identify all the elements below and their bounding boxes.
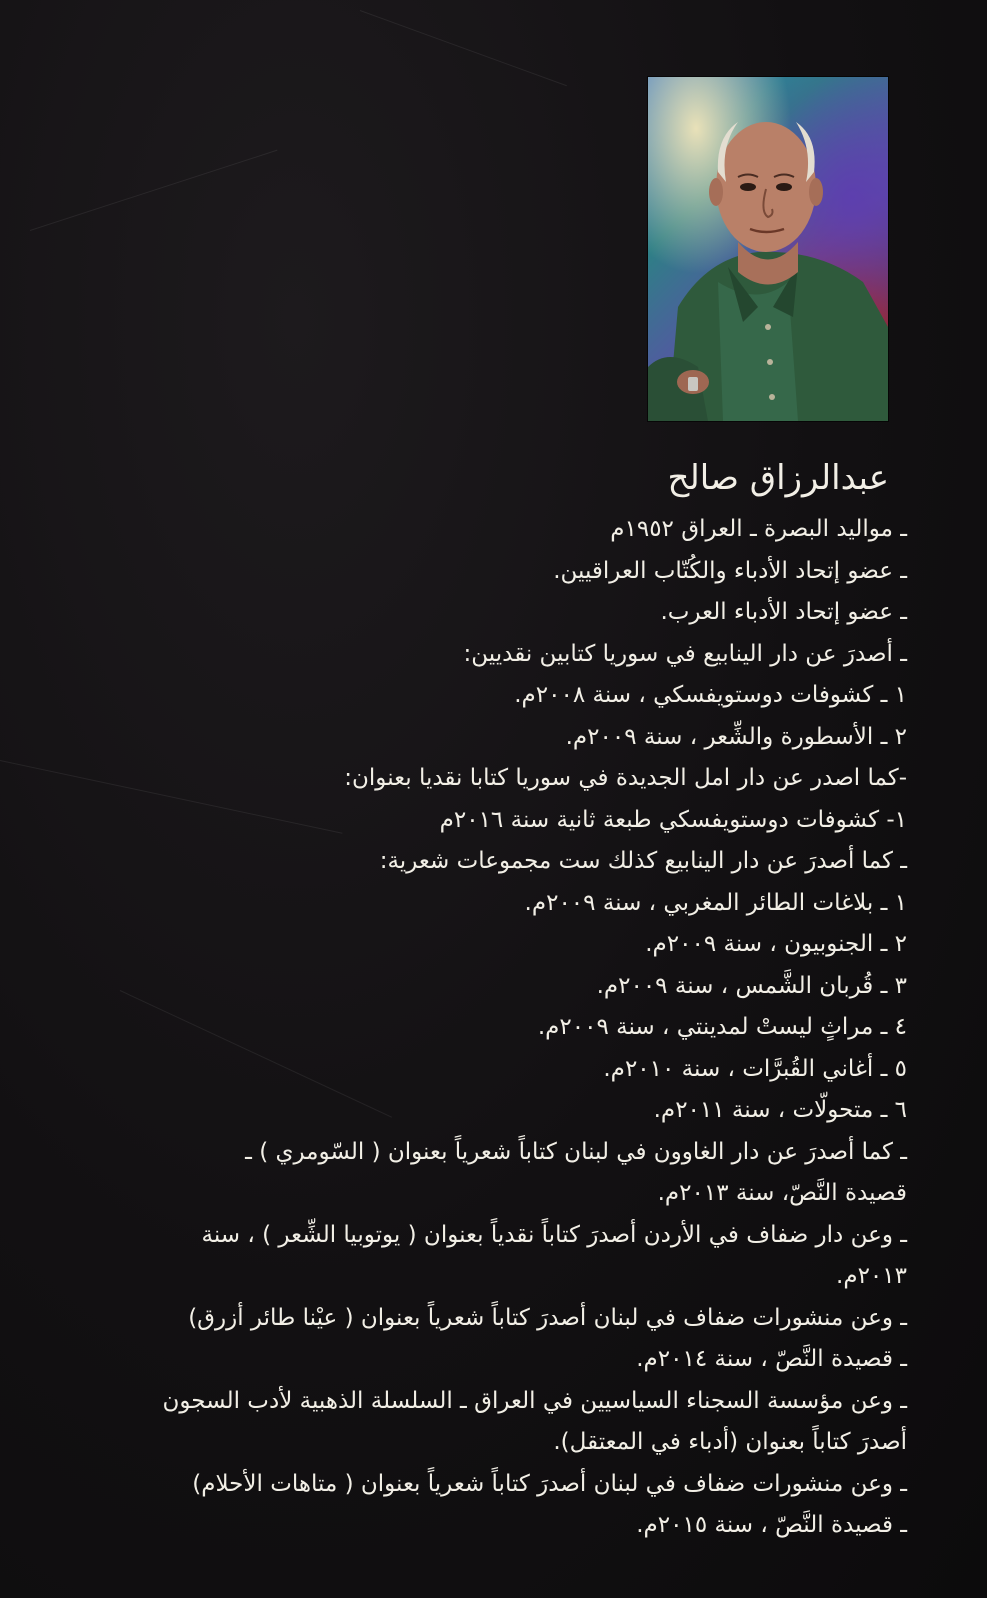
bio-line: أصدرَ كتاباً بعنوان (أدباء في المعتقل). [553,1429,907,1455]
bio-line: ـ عضو إتحاد الأدباء والكُتّاب العراقيين. [553,557,907,584]
bio-line: ١ ـ بلاغات الطائر المغربي ، سنة ٢٠٠٩م. [524,889,907,916]
author-photo [648,77,888,421]
bio-line: ـ مواليد البصرة ـ العراق ١٩٥٢م [610,516,907,542]
scratch-mark [30,150,278,231]
bio-line: ٢ ـ الأسطورة والشِّعر ، سنة ٢٠٠٩م. [565,723,907,750]
bio-line: ١- كشوفات دوستويفسكي طبعة ثانية سنة ٢٠١٦م [439,806,907,833]
bio-line: ـ وعن مؤسسة السجناء السياسيين في العراق ـ السلسلة الذهبية لأدب السجون [162,1387,907,1414]
author-portrait-icon [648,77,888,421]
scratch-mark [360,10,567,86]
bio-line: ٦ ـ متحولّات ، سنة ٢٠١١م. [653,1097,907,1123]
bio-line: ـ كما أصدرَ عن دار الينابيع كذلك ست مجموعات شعرية: [379,848,907,874]
bio-line: ١ ـ كشوفات دوستويفسكي ، سنة ٢٠٠٨م. [514,682,907,708]
bio-line: ٣ ـ قُربان الشَّمس ، سنة ٢٠٠٩م. [596,972,907,999]
bio-line: ـ قصيدة النَّصّ ، سنة ٢٠١٥م. [636,1512,907,1538]
bio-line: ـ كما أصدرَ عن دار الغاوون في لبنان كتاباً شعرياً بعنوان ( السّومري ) ـ [245,1138,907,1165]
bio-line: ـ وعن منشورات ضفاف في لبنان أصدرَ كتاباً شعرياً بعنوان ( متاهات الأحلام) [192,1470,907,1497]
bio-line: -كما اصدر عن دار امل الجديدة في سوريا كتابا نقديا بعنوان: [344,765,907,791]
bio-line: ٢٠١٣م. [836,1263,907,1289]
bio-line: قصيدة النَّصّ، سنة ٢٠١٣م. [657,1180,907,1206]
bio-line: ٢ ـ الجنوبيون ، سنة ٢٠٠٩م. [645,931,907,957]
bio-line: ٤ ـ مراثٍ ليستْ لمدينتي ، سنة ٢٠٠٩م. [537,1014,907,1040]
bio-line: ٥ ـ أغاني القُبرَّات ، سنة ٢٠١٠م. [603,1055,907,1082]
author-name: عبدالرزاق صالح [667,458,889,498]
author-bio [50,455,907,1547]
bio-line: ـ قصيدة النَّصّ ، سنة ٢٠١٤م. [636,1346,907,1372]
bio-line: ـ عضو إتحاد الأدباء العرب. [660,599,907,625]
bio-line: ـ أصدرَ عن دار الينابيع في سوريا كتابين نقديين: [463,640,907,667]
bio-line: ـ وعن منشورات ضفاف في لبنان أصدرَ كتاباً شعرياً بعنوان ( عيْنا طائر أزرق) [188,1304,907,1331]
bio-line: ـ وعن دار ضفاف في الأردن أصدرَ كتاباً نقدياً بعنوان ( يوتوبيا الشِّعر ) ، سنة [201,1221,907,1248]
